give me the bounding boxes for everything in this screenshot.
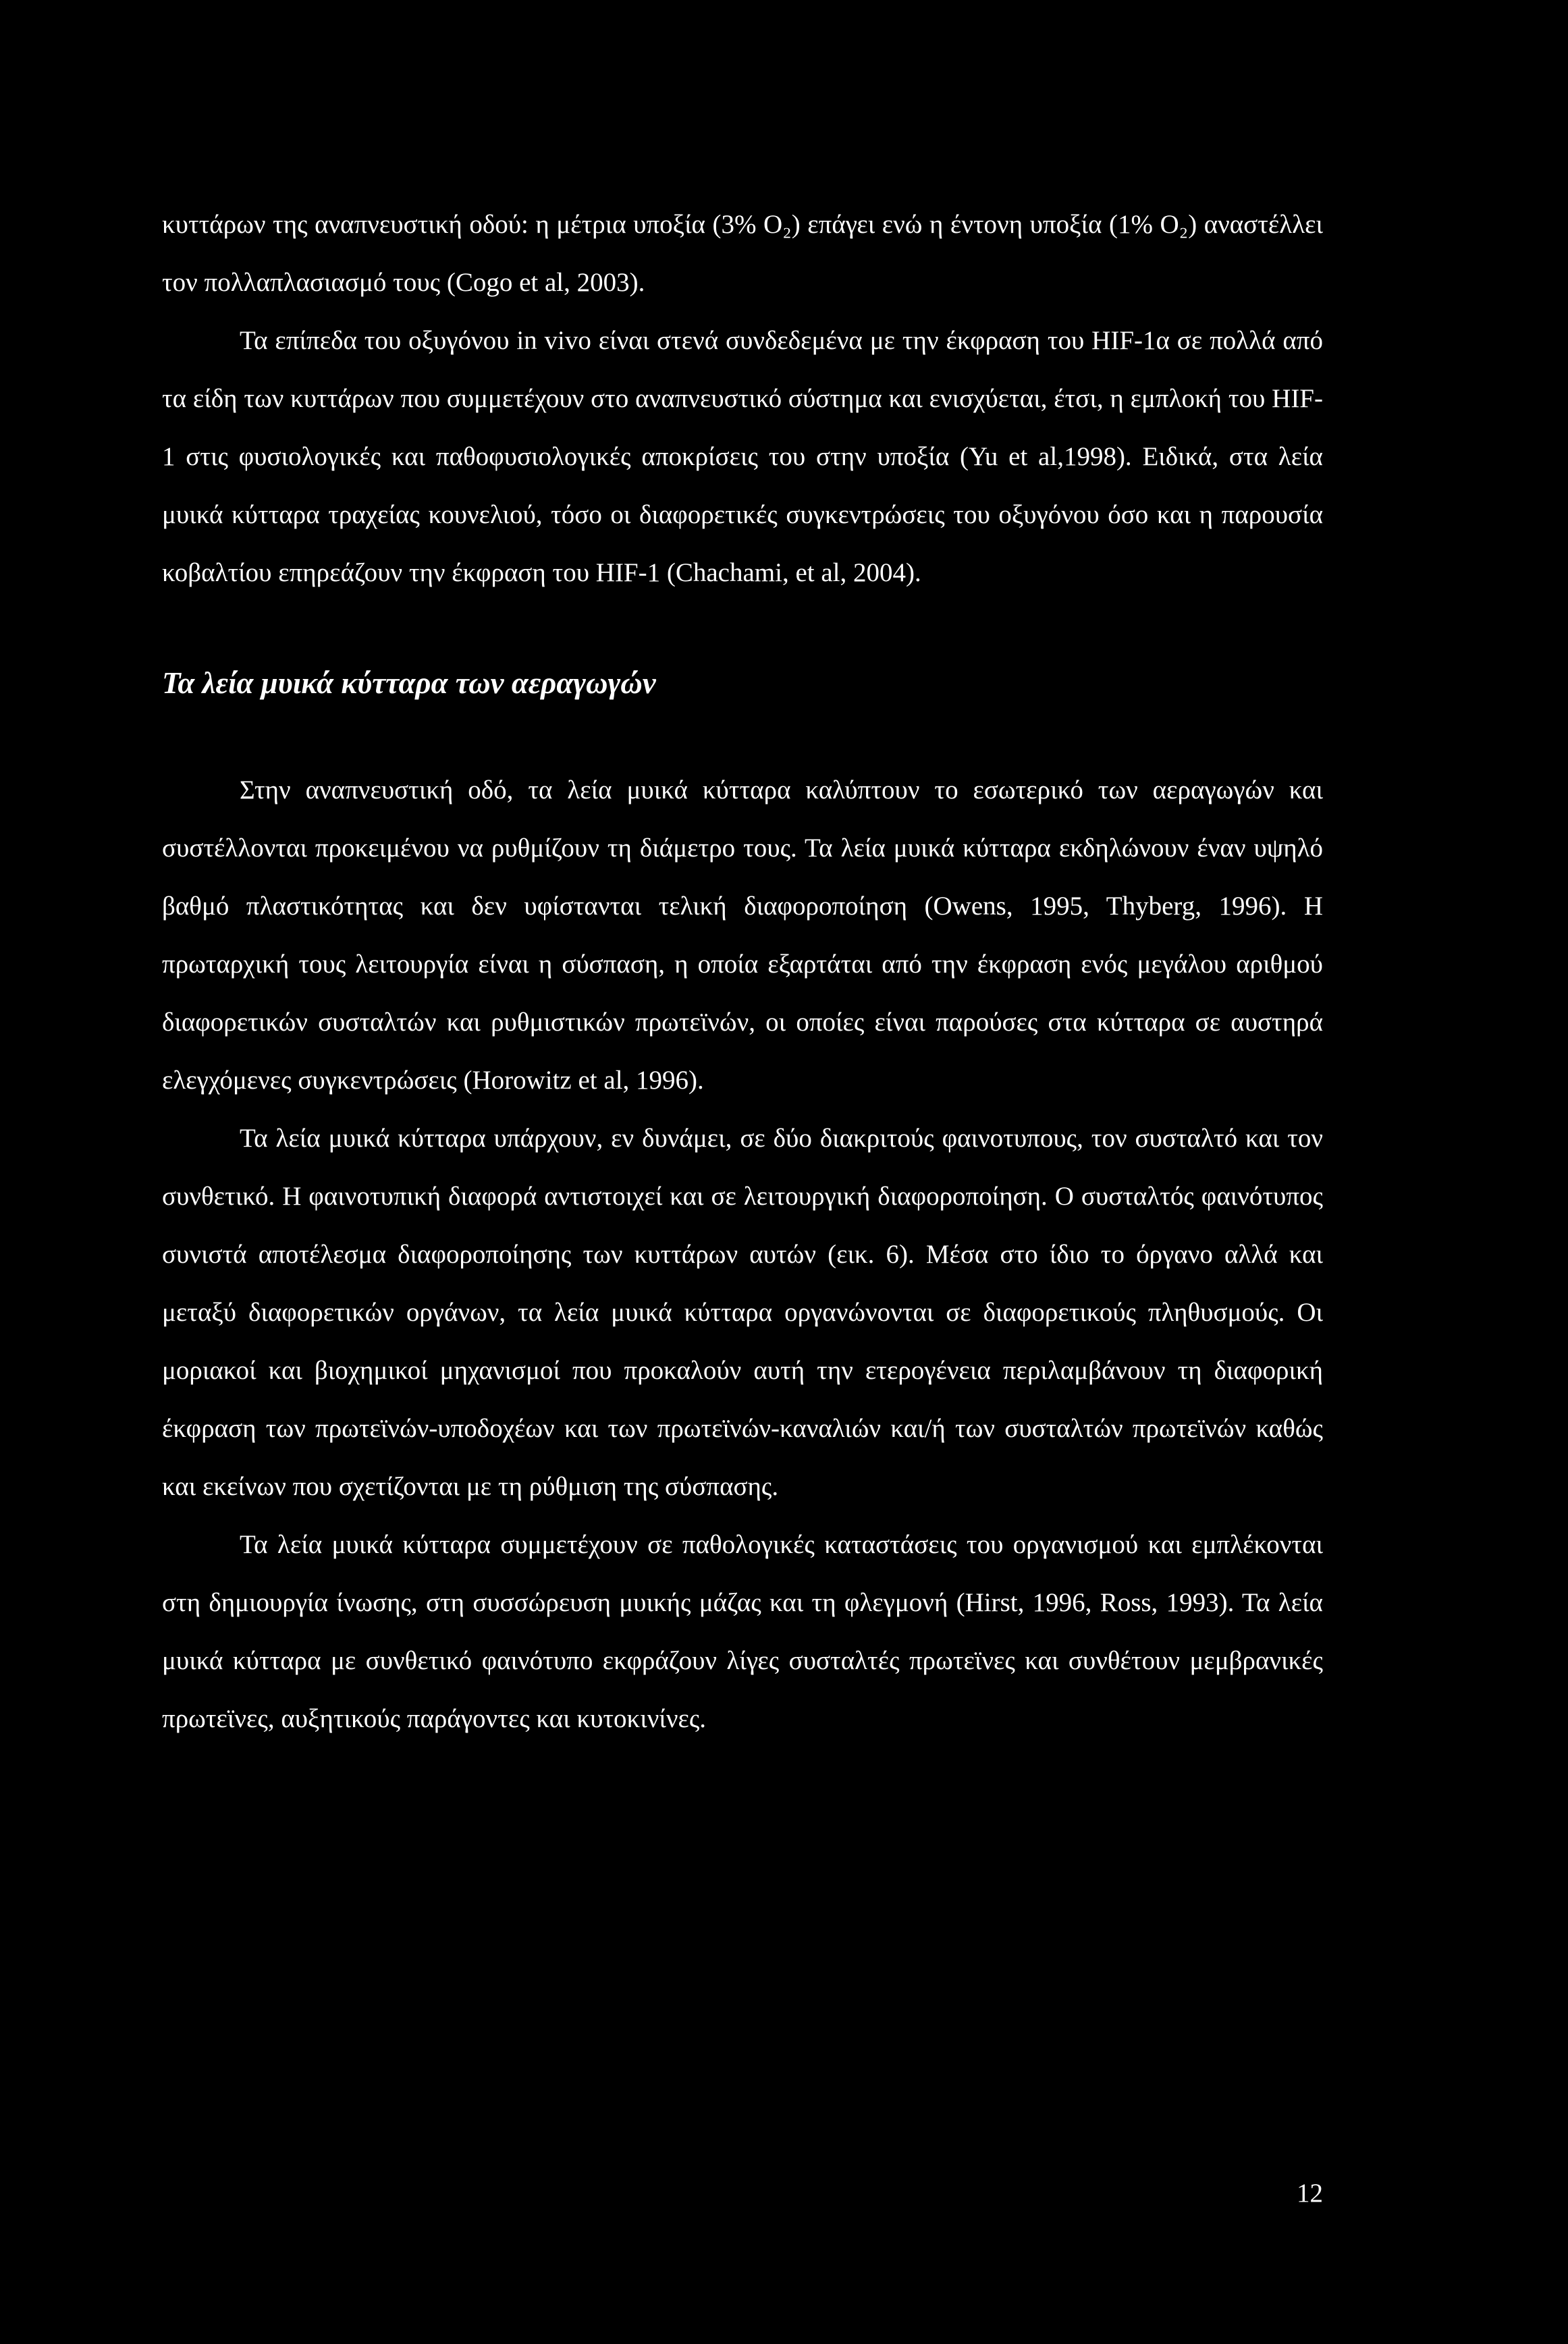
paragraph-phenotypes: Τα λεία μυικά κύτταρα υπάρχουν, εν δυνάμει, σε δύο διακριτούς φαινοτυπους, τον συσταλτό και τον συνθετικό. Η φαινοτυπική διαφορά αντιστοιχεί και σε λειτουργική διαφοροποίηση. Ο συσταλτός φαινότυπος συνιστά αποτέλεσμα διαφοροποίησης των κυττάρων αυτών (εικ. 6). Μέσα στο ίδιο το όργανο αλλά και μεταξύ διαφορετικών οργάνων, τα λεία μυικά κύτταρα οργανώνονται σε διαφορετικούς πληθυσμούς. Οι μοριακοί και βιοχημικοί μηχανισμοί που προκαλούν αυτή την ετερογένεια περιλαμβάνουν τη διαφορική έκφραση των πρωτεϊνών-υποδοχέων και των πρωτεϊνών-καναλιών και/ή των συσταλτών πρωτεϊνών καθώς και εκείνων που σχετίζονται με τη ρύθμιση της σύσπασης.	[162, 1124, 1323, 1501]
section-heading: Τα λεία μυικά κύτταρα των αεραγωγών	[162, 666, 656, 700]
page-number: 12	[1297, 2179, 1323, 2208]
page-content	[162, 196, 1323, 1748]
paragraph-hif-oxygen: Τα επίπεδα του οξυγόνου in vivo είναι στενά συνδεδεμένα με την έκφραση του HIF-1α σε πολλά από τα είδη των κυττάρων που συμμετέχουν στο αναπνευστικό σύστημα και ενισχύεται, έτσι, η εμπλοκή του HIF-1 στις φυσιολογικές και παθοφυσιολογικές αποκρίσεις του στην υποξία (Yu et al,1998). Ειδικά, στα λεία μυικά κύτταρα τραχείας κουνελιού, τόσο οι διαφορετικές συγκεντρώσεις του οξυγόνου όσο και η παρουσία κοβαλτίου επηρεάζουν την έκφραση του HIF-1 (Chachami, et al, 2004).	[162, 326, 1323, 587]
paragraph-smooth-muscle-intro: Στην αναπνευστική οδό, τα λεία μυικά κύτταρα καλύπτουν το εσωτερικό των αεραγωγών και συστέλλονται προκειμένου να ρυθμίζουν τη διάμετρο τους. Τα λεία μυικά κύτταρα εκδηλώνουν έναν υψηλό βαθμό πλαστικότητας και δεν υφίστανται τελική διαφοροποίηση (Owens, 1995, Thyberg, 1996). Η πρωταρχική τους λειτουργία είναι η σύσπαση, η οποία εξαρτάται από την έκφραση ενός μεγάλου αριθμού διαφορετικών συσταλτών και ρυθμιστικών πρωτεϊνών, οι οποίες είναι παρούσες στα κύτταρα σε αυστηρά ελεγχόμενες συγκεντρώσεις (Horowitz et al, 1996).	[162, 775, 1323, 1095]
paragraph-pathology: Τα λεία μυικά κύτταρα συμμετέχουν σε παθολογικές καταστάσεις του οργανισμού και εμπλέκονται στη δημιουργία ίνωσης, στη συσσώρευση μυικής μάζας και τη φλεγμονή (Hirst, 1996, Ross, 1993). Τα λεία μυικά κύτταρα με συνθετικό φαινότυπο εκφράζουν λίγες συσταλτές πρωτεϊνες και συνθέτουν μεμβρανικές πρωτεϊνες, αυξητικούς παράγοντες και κυτοκινίνες.	[162, 1530, 1323, 1733]
paragraph-continued: κυττάρων της αναπνευστική οδού: η μέτρια υποξία (3% O₂) επάγει ενώ η έντονη υποξία (1% O₂) αναστέλλει τον πολλαπλασιασμό τους (Cogo et al, 2003).	[162, 210, 1323, 297]
